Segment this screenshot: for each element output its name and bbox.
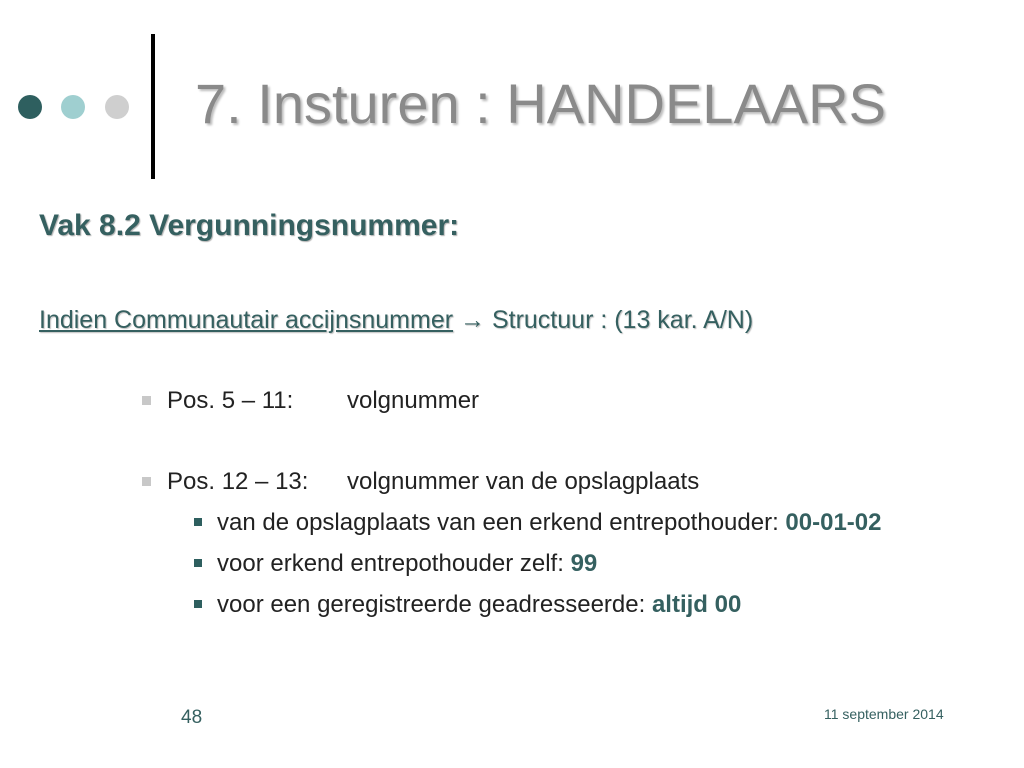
bullet-pos: Pos. 5 – 11: — [167, 387, 294, 414]
structure-text: Structuur : (13 kar. A/N) — [485, 306, 754, 334]
page-number: 48 — [181, 707, 203, 728]
subbullet-text: voor een geregistreerde geadresseerde: — [217, 591, 652, 618]
bullet-text: volgnummer van de opslagplaats — [347, 468, 700, 495]
slide-date: 11 september 2014 — [824, 706, 944, 722]
arrow-right-icon: → — [460, 306, 486, 334]
bullet-pos-5-11 — [167, 387, 479, 416]
subbullet-entrepothouder — [217, 509, 882, 538]
subbullet-text: voor erkend entrepothouder zelf: — [217, 550, 571, 577]
subbullet-value: 00-01-02 — [785, 509, 882, 536]
square-bullet-icon — [194, 600, 202, 608]
square-bullet-icon — [142, 477, 151, 486]
bullet-pos: Pos. 12 – 13: — [167, 468, 309, 495]
square-bullet-icon — [142, 396, 151, 405]
title-divider-bar — [151, 34, 155, 179]
dot-dark-teal — [18, 95, 42, 119]
subbullet-value: altijd 00 — [651, 591, 742, 618]
bullet-pos-12-13 — [167, 468, 699, 497]
structure-line — [39, 305, 753, 335]
subbullet-value: 99 — [570, 550, 598, 577]
slide-heading: Vak 8.2 Vergunningsnummer: — [39, 209, 460, 242]
structure-underlined-text: Indien Communautair accijnsnummer — [39, 306, 454, 334]
bullet-text: volgnummer — [347, 387, 480, 414]
slide-title: 7. Insturen : HANDELAARS — [195, 72, 886, 135]
square-bullet-icon — [194, 518, 202, 526]
dot-light-teal — [61, 95, 85, 119]
subbullet-text: van de opslagplaats van een erkend entrepothouder: — [217, 509, 786, 536]
subbullet-geadresseerde — [217, 591, 741, 620]
dot-grey — [105, 95, 129, 119]
square-bullet-icon — [194, 559, 202, 567]
subbullet-zelf — [217, 550, 597, 579]
